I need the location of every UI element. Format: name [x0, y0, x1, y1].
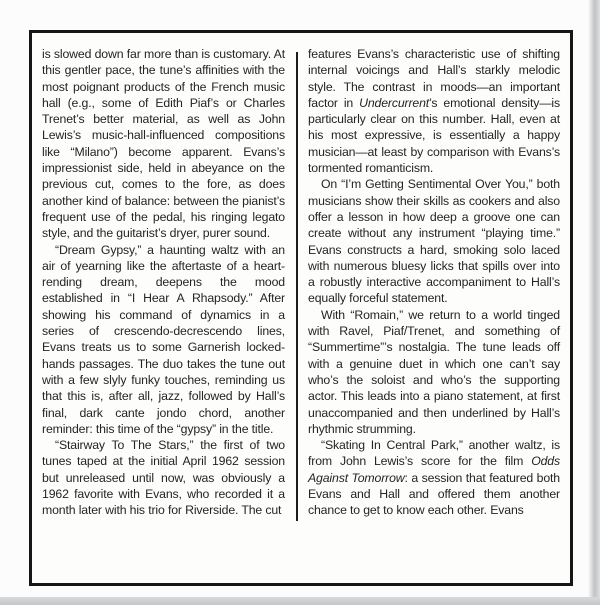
text-column-right: [308, 33, 560, 583]
body-text: : a session that featured both Evans and Hall and offered them another chance to get to know each other. Evans: [308, 470, 560, 518]
scan-edge-right: [588, 0, 600, 605]
body-text: “Skating In Central Park,” another waltz, is from John Lewis’s score for the film: [308, 438, 560, 469]
paragraph: [42, 242, 285, 438]
paragraph: [42, 46, 285, 242]
column-divider: [296, 52, 298, 521]
body-text: On “I’m Getting Sentimental Over You,” both musicians show their skills as cookers and also offer a lesson in how deep a groove one can create without any instrument “playing time.” Evans constructs a hard, smoking solo laced with numerous bluesy licks that spills over into a robustly interactive accompaniment to Hall’s equally forceful statement.: [308, 177, 560, 306]
italic-text: Odds Against Tomorrow: [308, 454, 560, 485]
scan-edge-bottom: [0, 597, 600, 605]
paragraph: [308, 437, 560, 518]
paragraph: [42, 437, 285, 518]
italic-text: Undercurrent: [359, 95, 430, 110]
body-text: “Stairway To The Stars,” the first of two tunes taped at the initial April 1962 session but unreleased until now, was obviously a 1962 favorite with Evans, who recorded it a month later with his trio for Riverside. The cut: [42, 438, 285, 518]
body-text: features Evans’s characteristic use of shifting internal voicings and Hall’s starkly melodic style. The contrast in moods—an important factor in: [308, 47, 560, 110]
booklet-page: [29, 30, 573, 586]
paragraph: [308, 176, 560, 306]
paragraph: [308, 307, 560, 437]
body-text: ’s emotional density—is particularly clear on this number. Hall, even at his most expressive, is essentially a happy musician—at least by comparison with Evans’s tormented romanticism.: [308, 95, 560, 176]
body-text: “Dream Gypsy,” a haunting waltz with an air of yearning like the aftertaste of a heart-rending dream, deepens the mood established in “I Hear A Rhapsody.” After showing his command of dynamics in a series of crescendo-decrescendo lines, Evans treats us to some Garnerish locked-hands passages. The duo takes the tune out with a few slyly funky touches, reminding us that this is, after all, jazz, followed by Hall’s final, dark cante jondo chord, another reminder: this time of the “gypsy” in the title.: [42, 242, 285, 436]
paragraph: [308, 46, 560, 176]
body-text: With “Romain,” we return to a world tinged with Ravel, Piaf/Trenet, and something of “Summertime”’s nostalgia. The tune leads off with a genuine duet in which one can’t say who’s the soloist and who’s the supporting actor. This leads into a piano statement, at first unaccompanied and then underlined by Hall’s rhythmic strumming.: [308, 307, 560, 436]
text-column-left: [42, 33, 285, 583]
body-text: is slowed down far more than is customary. At this gentler pace, the tune’s affinities with the most poignant products of the French music hall (e.g., some of Edith Piaf’s or Charles Trenet’s better material, as well as John Lewis’s music-hall-influenced compositions like “Milano”) become apparent. Evans’s impressionist side, held in abeyance on the previous cut, comes to the fore, as does another kind of balance: between the pianist’s frequent use of the pedal, his ringing legato style, and the guitarist’s dryer, purer sound.: [42, 47, 285, 241]
